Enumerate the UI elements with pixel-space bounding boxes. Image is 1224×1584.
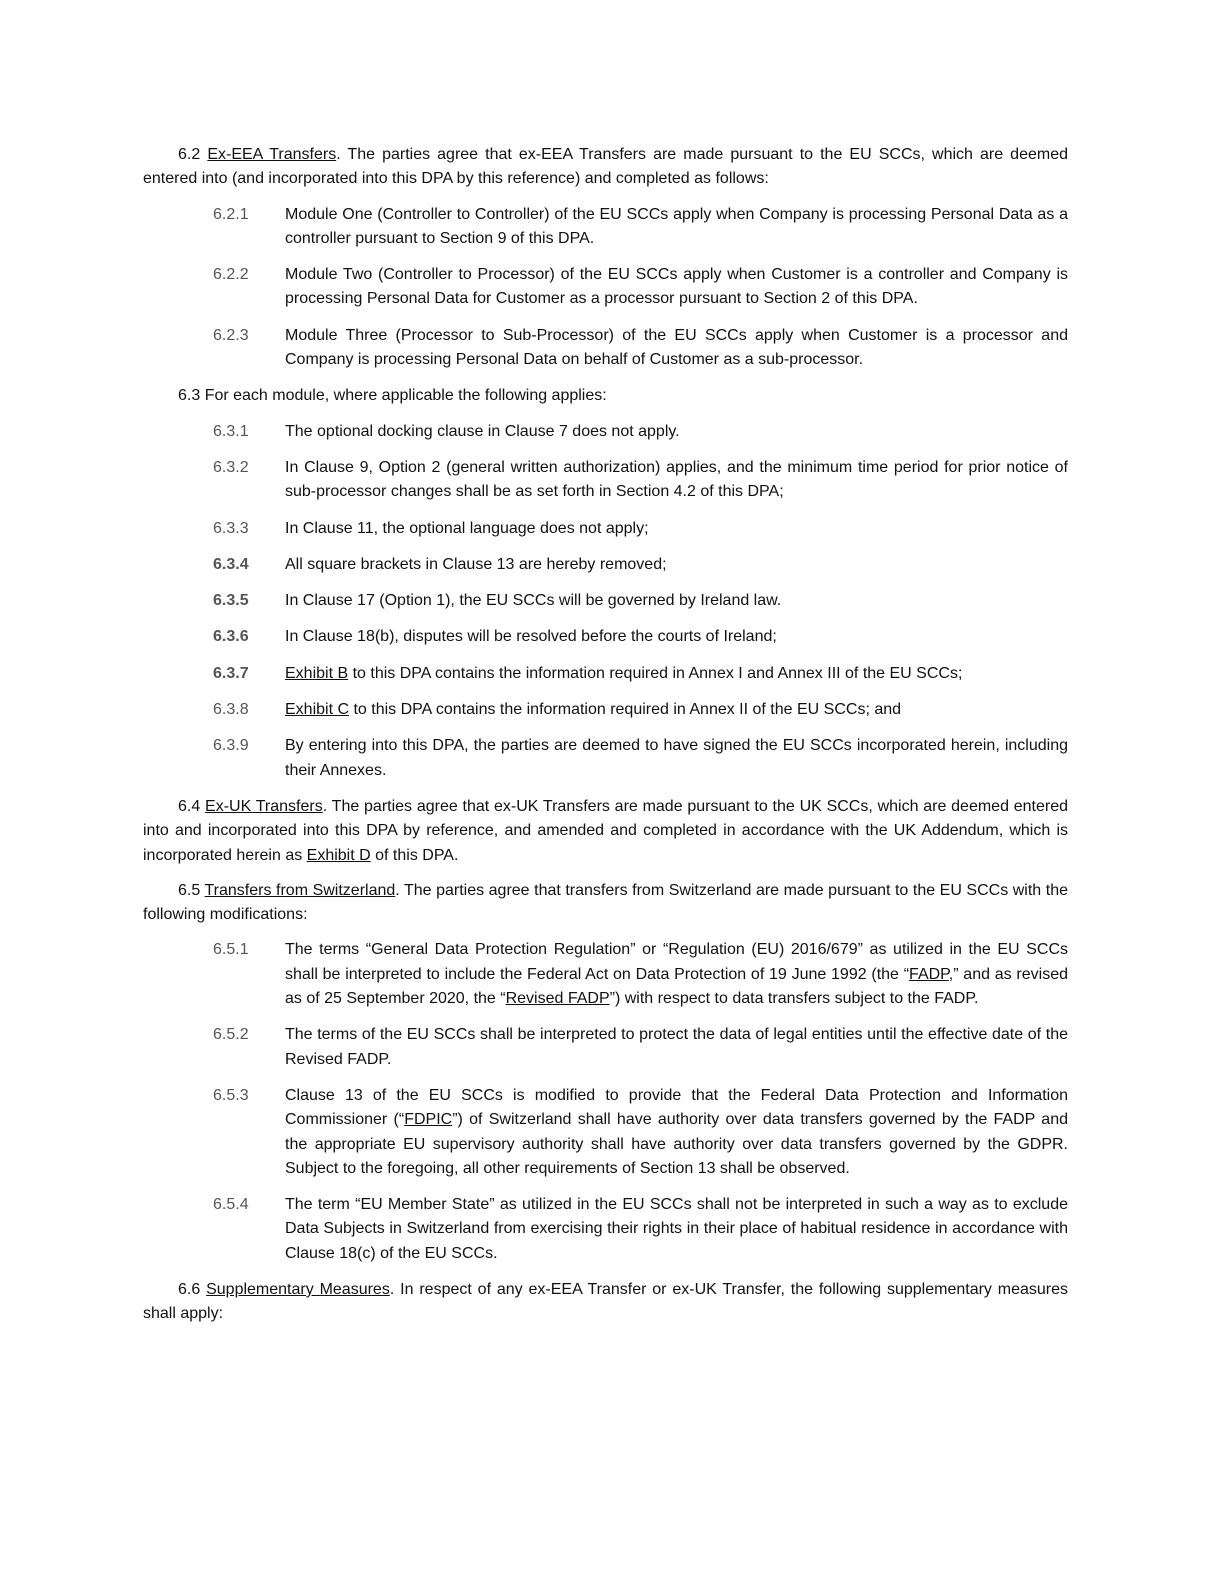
clause-item: [213, 263, 1068, 312]
clause-text: [285, 698, 1068, 722]
clause-item: [213, 420, 1068, 444]
text-segment: . In respect of any ex-EEA Transfer or ex-UK Transfer, the following supplementary measures shall apply:: [143, 1280, 1069, 1323]
text-segment: The terms “General Data Protection Regulation” or “Regulation (EU) 2016/679” as utilized in the EU SCCs shall be interpreted to include the Federal Act on Data Protection of 19 June 1992 (the “: [285, 941, 1068, 983]
clause-text: [285, 589, 1068, 613]
defined-term-link: Revised FADP: [505, 990, 610, 1008]
document-page: [143, 143, 1068, 1338]
text-segment: ”) with respect to data transfers subject to the FADP.: [609, 990, 979, 1008]
clause-number: 6.5.1: [213, 941, 249, 959]
clause-item: [213, 1193, 1068, 1266]
text-segment: The terms of the EU SCCs shall be interpreted to protect the data of legal entities until the effective date of the Revised FADP.: [285, 1026, 1068, 1068]
text-segment: ,” and as revised as of 25 September 2020, the “: [285, 965, 1068, 1008]
text-segment: to this DPA contains the information required in Annex II of the EU SCCs; and: [349, 701, 902, 719]
clause-number: 6.3.7: [213, 664, 249, 682]
text-segment: The term “EU Member State” as utilized in the EU SCCs shall not be interpreted in such a way as to exclude Data Subjects in Switzerland from exercising their rights in their place of habitual residence in accordance with Clause 18(c) of the EU SCCs.: [285, 1196, 1068, 1262]
clause-text: [285, 263, 1068, 312]
section-paragraph: [143, 1278, 1068, 1327]
clause-text: [285, 625, 1068, 649]
clause-number: 6.3.6: [213, 628, 249, 646]
clause-number: 6.3.5: [213, 592, 249, 610]
clause-text: [285, 203, 1068, 252]
text-segment: Module One (Controller to Controller) of the EU SCCs apply when Company is processing Personal Data as a controller pursuant to Section 9 of this DPA.: [285, 205, 1068, 247]
section-paragraph: [143, 795, 1068, 868]
defined-term-link: Transfers from Switzerland: [204, 881, 396, 899]
clause-text: [285, 734, 1068, 783]
text-segment: In Clause 11, the optional language does not apply;: [285, 519, 649, 537]
defined-term-link: Exhibit B: [285, 664, 349, 682]
clause-text: [285, 517, 1068, 541]
text-segment: 6.4: [178, 797, 206, 815]
clause-item: [213, 662, 1068, 686]
clause-item: [213, 456, 1068, 505]
text-segment: of this DPA.: [370, 846, 459, 864]
text-segment: Module Two (Controller to Processor) of the EU SCCs apply when Customer is a controller and Company is processing Personal Data for Customer as a processor pursuant to Section 2 of this DPA.: [285, 266, 1068, 308]
clause-item: [213, 1084, 1068, 1181]
section-paragraph: [143, 384, 1068, 408]
text-segment: Module Three (Processor to Sub-Processor) of the EU SCCs apply when Customer is a processor and Company is processing Personal Data on behalf of Customer as a sub-processor.: [285, 326, 1068, 369]
clause-number: 6.5.2: [213, 1026, 249, 1044]
clause-text: [285, 1193, 1068, 1266]
clause-item: [213, 1023, 1068, 1072]
clause-number: 6.3.4: [213, 555, 249, 573]
text-segment: 6.3 For each module, where applicable the following applies:: [178, 387, 607, 405]
clause-number: 6.3.9: [213, 737, 249, 755]
text-segment: In Clause 17 (Option 1), the EU SCCs will be governed by Ireland law.: [285, 592, 782, 610]
text-segment: . The parties agree that ex-UK Transfers are made pursuant to the UK SCCs, which are deemed entered into and incorporated into this DPA by reference, and amended and completed in accordance with the UK Addendum, which is incorporated herein as: [143, 797, 1069, 864]
clause-text: [285, 662, 1068, 686]
clause-number: 6.5.3: [213, 1086, 249, 1104]
clause-text: [285, 553, 1068, 577]
clause-item: [213, 938, 1068, 1011]
clause-text: [285, 1084, 1068, 1181]
clause-number: 6.2.3: [213, 326, 249, 344]
clause-number: 6.2.2: [213, 266, 249, 284]
text-segment: Clause 13 of the EU SCCs is modified to provide that the Federal Data Protection and Information Commissioner (“: [285, 1086, 1068, 1129]
clause-number: 6.5.4: [213, 1196, 249, 1214]
text-segment: to this DPA contains the information required in Annex I and Annex III of the EU SCCs;: [348, 664, 963, 682]
clause-text: [285, 324, 1068, 373]
clause-item: [213, 625, 1068, 649]
defined-term-link: Ex-UK Transfers: [205, 797, 323, 815]
clause-text: [285, 1023, 1068, 1072]
defined-term-link: Ex-EEA Transfers: [207, 146, 337, 163]
defined-term-link: FDPIC: [404, 1111, 453, 1129]
defined-term-link: Supplementary Measures: [206, 1280, 390, 1298]
section-paragraph: [143, 143, 1068, 192]
clause-item: [213, 589, 1068, 613]
clause-item: [213, 517, 1068, 541]
clause-item: [213, 734, 1068, 783]
text-segment: 6.2: [178, 146, 208, 163]
text-segment: In Clause 9, Option 2 (general written authorization) applies, and the minimum time period for prior notice of sub-processor changes shall be as set forth in Section 4.2 of this DPA;: [285, 458, 1068, 501]
defined-term-link: Exhibit D: [306, 846, 371, 864]
defined-term-link: FADP: [909, 965, 949, 983]
clause-item: [213, 698, 1068, 722]
text-segment: 6.5: [178, 881, 205, 899]
text-segment: . The parties agree that ex-EEA Transfers are made pursuant to the EU SCCs, which are deemed entered into (and incorporated into this DPA by this reference) and completed as follows:: [143, 146, 1068, 188]
clause-item: [213, 324, 1068, 373]
clause-number: 6.3.1: [213, 422, 249, 440]
text-segment: All square brackets in Clause 13 are hereby removed;: [285, 555, 667, 573]
clause-text: [285, 938, 1068, 1011]
clause-number: 6.2.1: [213, 205, 249, 223]
section-paragraph: [143, 879, 1068, 928]
clause-number: 6.3.2: [213, 458, 249, 476]
text-segment: ”) of Switzerland shall have authority over data transfers governed by the FADP and the appropriate EU supervisory authority shall have authority over data transfers governed by the GDPR. Subject to the foregoing, all other requirements of Section 13 shall be observed.: [285, 1111, 1069, 1177]
clause-text: [285, 456, 1068, 505]
clause-item: [213, 203, 1068, 252]
defined-term-link: Exhibit C: [285, 701, 350, 719]
text-segment: In Clause 18(b), disputes will be resolved before the courts of Ireland;: [285, 628, 777, 646]
clause-item: [213, 553, 1068, 577]
clause-number: 6.3.8: [213, 701, 249, 719]
text-segment: The optional docking clause in Clause 7 does not apply.: [285, 422, 680, 440]
clause-number: 6.3.3: [213, 519, 249, 537]
text-segment: . The parties agree that transfers from Switzerland are made pursuant to the EU SCCs with the following modifications:: [143, 881, 1068, 924]
text-segment: 6.6: [178, 1280, 207, 1298]
clause-text: [285, 420, 1068, 444]
text-segment: By entering into this DPA, the parties are deemed to have signed the EU SCCs incorporated herein, including their Annexes.: [285, 737, 1068, 779]
